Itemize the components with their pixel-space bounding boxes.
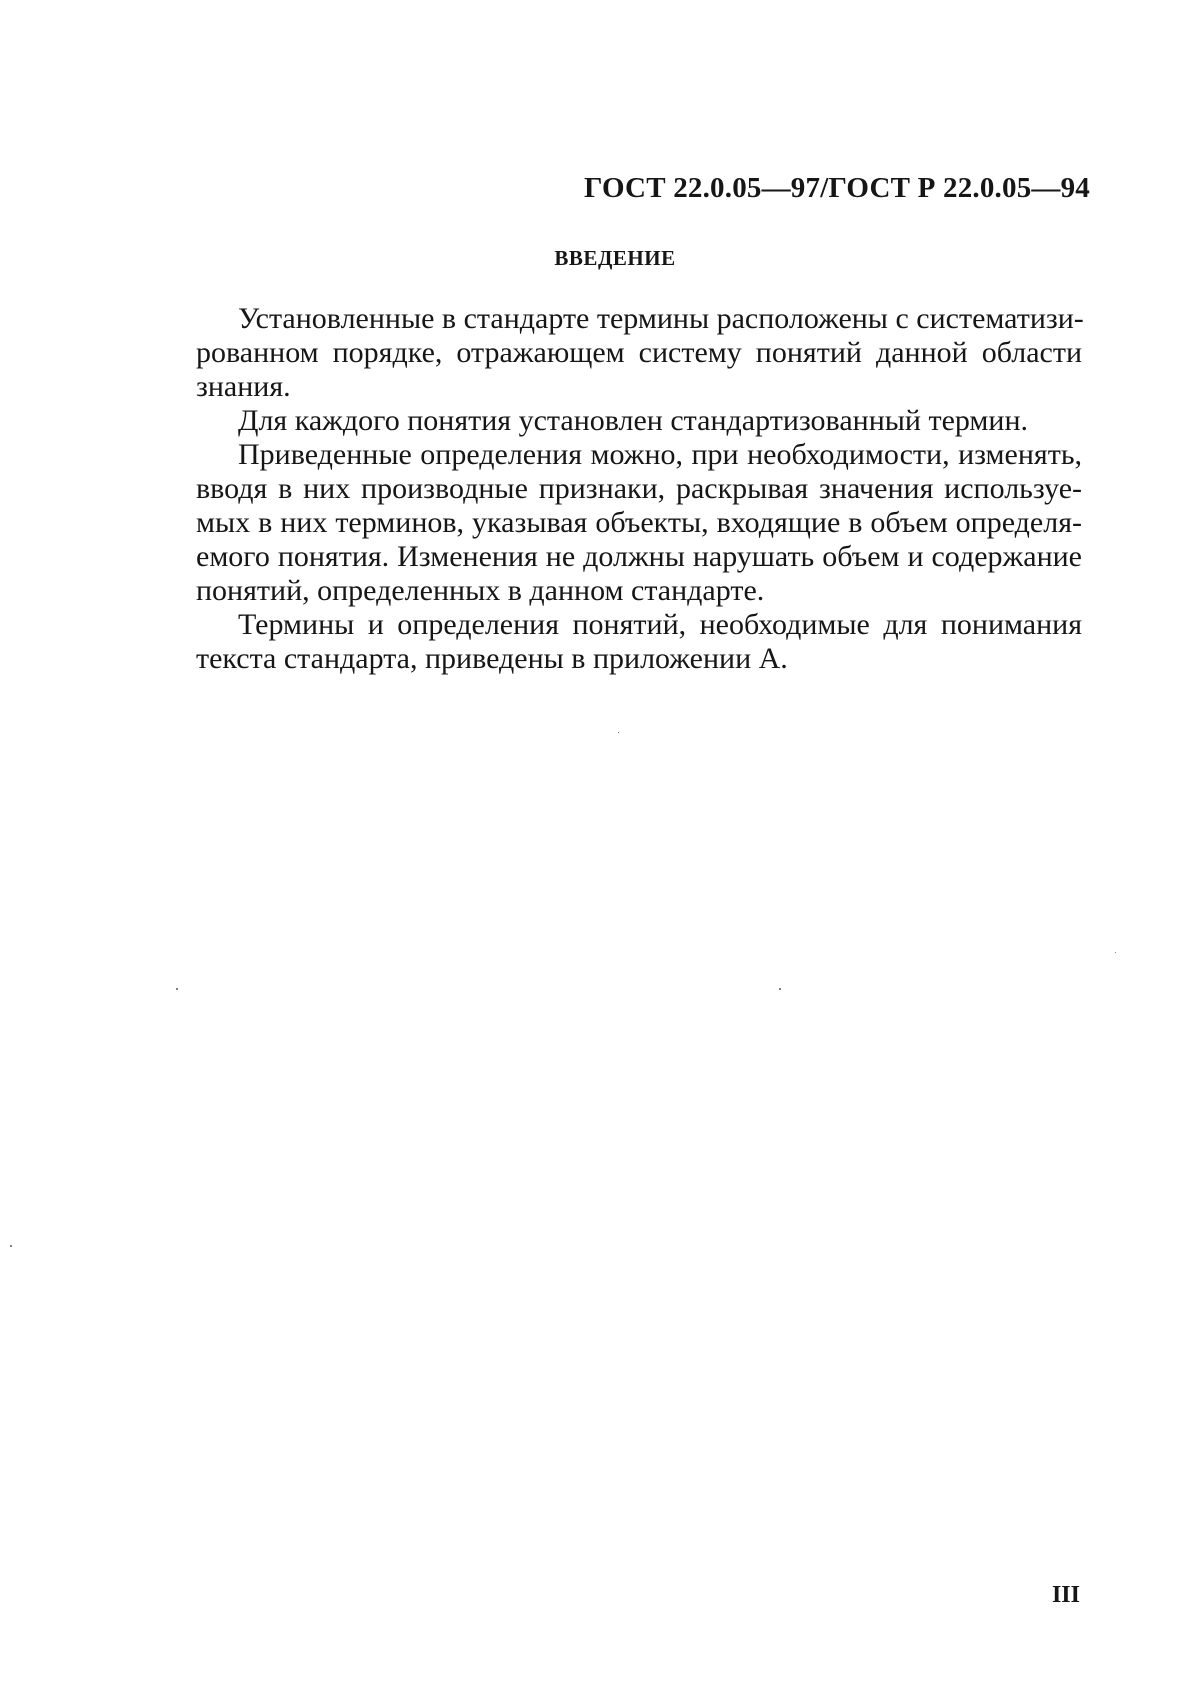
scan-speck xyxy=(176,988,178,990)
section-title: ВВЕДЕНИЕ xyxy=(554,246,676,270)
text-line: Приведенные определения можно, при необходимости, изменять, xyxy=(238,438,1082,471)
text-line: рованном порядке, отражающем систему понятий данной области xyxy=(196,336,1082,369)
scan-speck xyxy=(618,732,619,733)
text-line: понятий, определенных в данном стандарте. xyxy=(196,574,765,607)
scan-speck xyxy=(779,988,781,990)
text-line: вводя в них производные признаки, раскрывая значения используе- xyxy=(196,472,1082,505)
text-line: мых в них терминов, указывая объекты, входящие в объем определя- xyxy=(196,506,1082,539)
text-line: емого понятия. Изменения не должны нарушать объем и содержание xyxy=(196,540,1082,573)
text-line: текста стандарта, приведены в приложении А. xyxy=(196,642,788,675)
introduction-text xyxy=(154,302,1082,676)
text-line: Установленные в стандарте термины расположены с систематизи- xyxy=(238,302,1084,335)
paragraph-1 xyxy=(154,302,1082,404)
scan-speck xyxy=(1115,952,1116,953)
paragraph-3 xyxy=(154,438,1082,608)
text-line: Для каждого понятия установлен стандартизованный термин. xyxy=(238,404,1029,437)
page-number: III xyxy=(1051,1582,1080,1608)
standard-identifier: ГОСТ 22.0.05—97/ГОСТ Р 22.0.05—94 xyxy=(584,172,1090,204)
paragraph-4 xyxy=(154,608,1082,676)
text-line: Термины и определения понятий, необходимые для понимания xyxy=(238,608,1082,641)
scan-speck xyxy=(10,1245,12,1247)
text-line: знания. xyxy=(196,370,291,403)
paragraph-2 xyxy=(154,404,1082,438)
